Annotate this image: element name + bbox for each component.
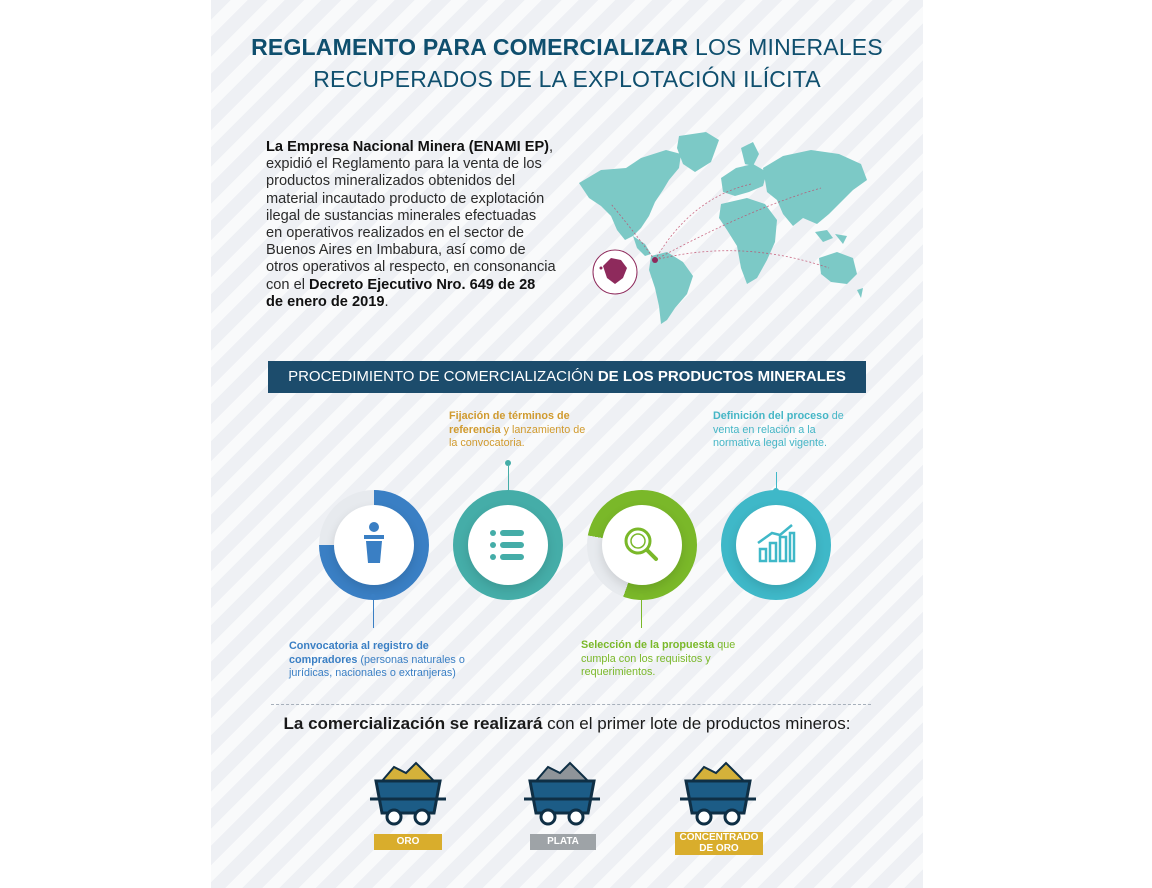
step-3-ring: [587, 490, 697, 600]
step-3-label: Selección de la propuesta que cumpla con los requisitos y requerimientos.: [581, 639, 736, 678]
main-title-line2: RECUPERADOS DE LA EXPLOTACIÓN ILÍCITA: [313, 66, 821, 92]
section-divider: [271, 704, 871, 705]
magnifier-icon: [602, 505, 682, 585]
step-1-connector-line: [373, 598, 374, 628]
step-1-connector-dot: [370, 594, 376, 600]
world-map-icon: [571, 128, 871, 328]
product-tag-concentrado: CONCENTRADO DE ORO: [675, 832, 763, 855]
step-1-label: Convocatoria al registro de compradores (personas naturales o jurídicas, nacionales o extranjeras): [289, 640, 465, 679]
step-4-circle: [736, 505, 816, 585]
step-2-label: Fijación de términos de referencia y lanzamiento de la convocatoria.: [449, 410, 586, 449]
product-tag-oro: ORO: [374, 834, 442, 850]
step-3-connector-line: [641, 598, 642, 628]
step-1-ring: [319, 490, 429, 600]
infographic-panel: [211, 0, 923, 888]
product-tag-plata: PLATA: [530, 834, 596, 850]
step-2-circle: [468, 505, 548, 585]
step-4-ring: [721, 490, 831, 600]
mine-cart-icon: [368, 755, 448, 830]
step-1-circle: [334, 505, 414, 585]
step-3-connector-dot: [638, 594, 644, 600]
mine-cart-icon: [522, 755, 602, 830]
step-3-circle: [602, 505, 682, 585]
main-title-line1: REGLAMENTO PARA COMERCIALIZAR LOS MINERALES: [251, 34, 883, 60]
mine-cart-icon: [678, 755, 758, 830]
lote-heading: La comercialización se realizará con el primer lote de productos mineros:: [283, 714, 851, 733]
podium-icon: [334, 505, 414, 585]
step-2-ring: [453, 490, 563, 600]
procedure-banner: PROCEDIMIENTO DE COMERCIALIZACIÓN DE LOS PRODUCTOS MINERALES: [268, 361, 866, 393]
list-icon: [468, 505, 548, 585]
bar-chart-icon: [736, 505, 816, 585]
intro-paragraph: La Empresa Nacional Minera (ENAMI EP), expidió el Reglamento para la venta de los productos mineralizados obtenidos del material incautado producto de explotación ilegal de sustancias minerales efectuadas en operativos realizados en el sector de Buenos Aires en Imbabura, así como de otros operativos al respecto, en consonancia con el Decreto Ejecutivo Nro. 649 de 28 de enero de 2019.: [266, 139, 556, 310]
step-4-label: Definición del proceso de venta en relación a la normativa legal vigente.: [713, 410, 844, 449]
